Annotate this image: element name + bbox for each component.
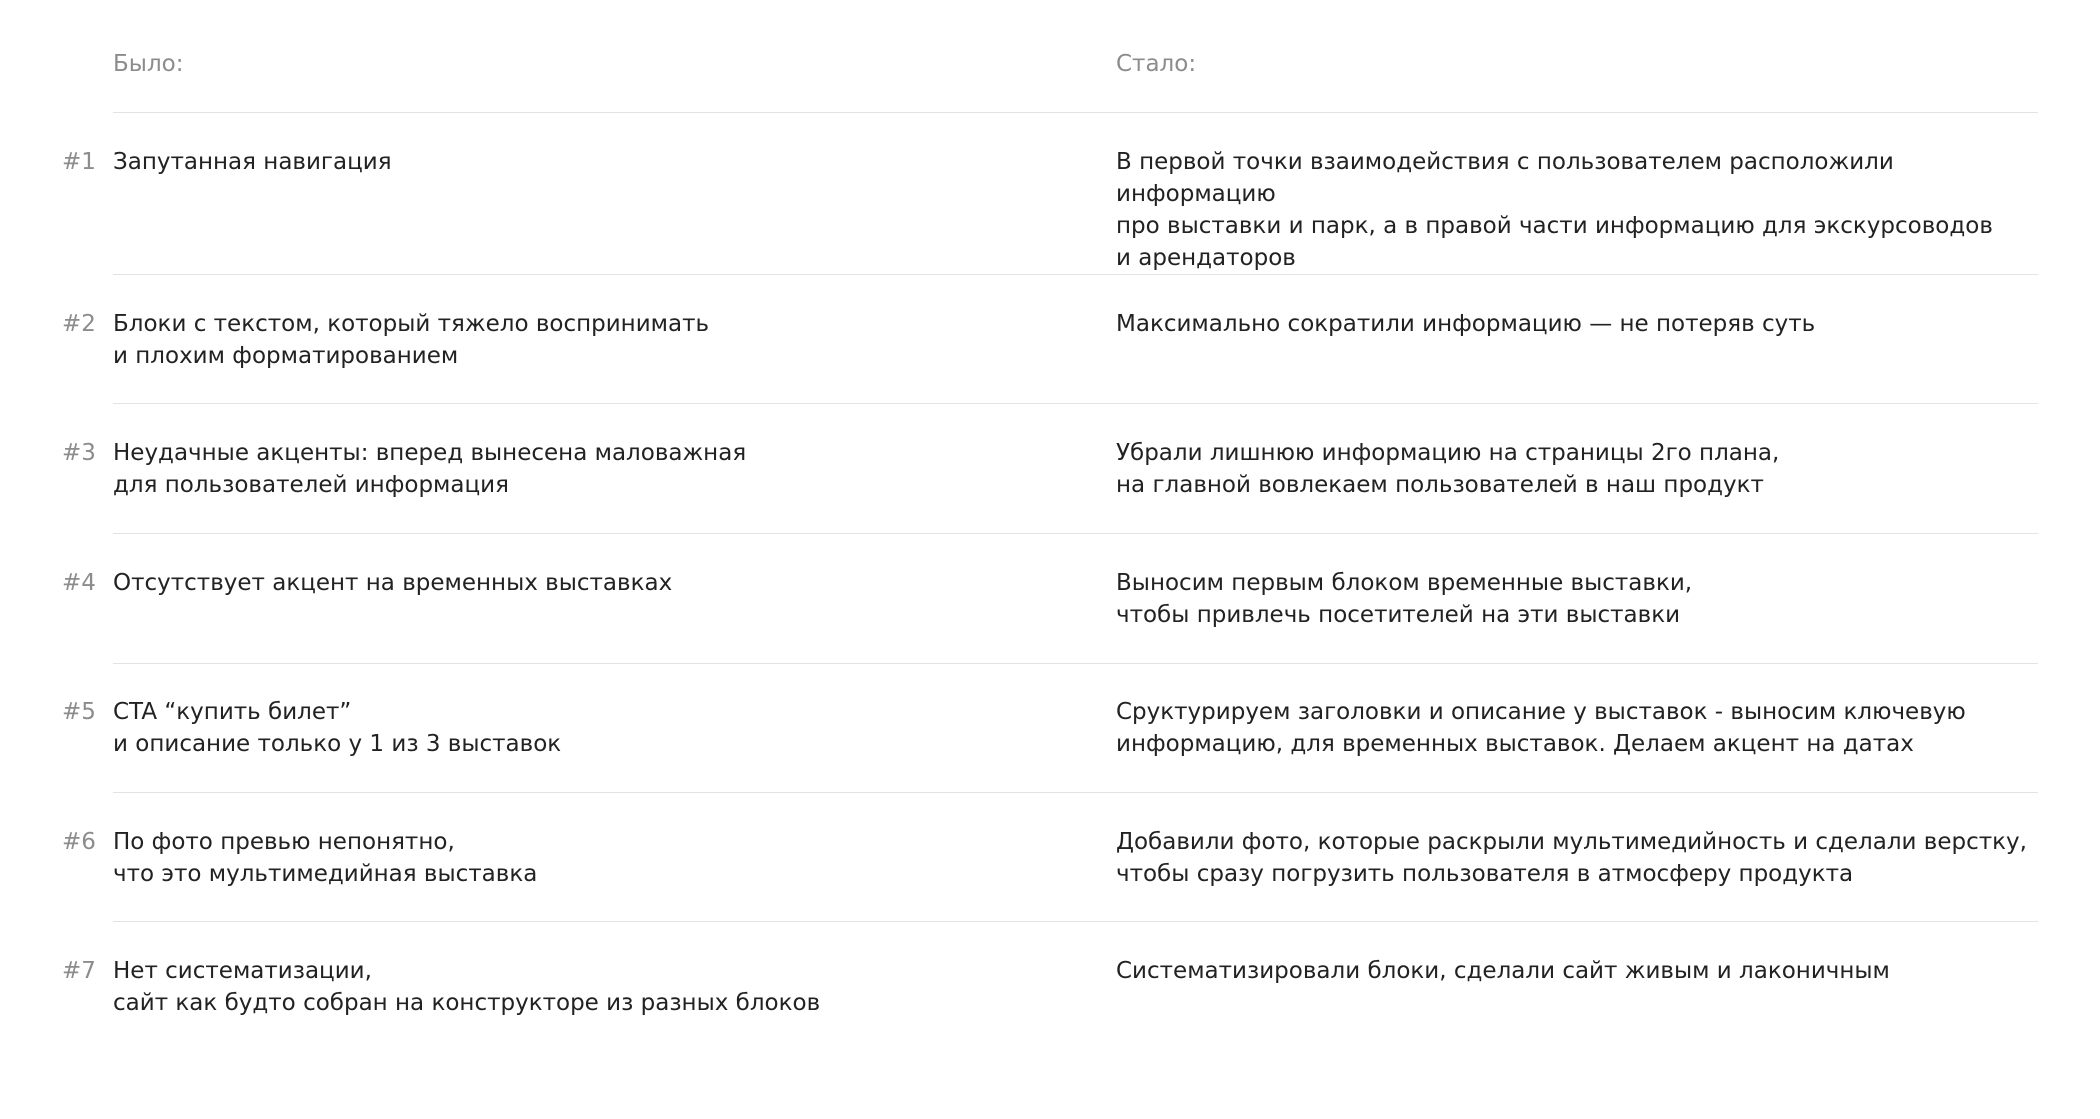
after-text: В первой точки взаимодействия с пользователем расположили информацию про выставки и парк, а в правой части информацию для экскурсоводов и арендаторов: [1116, 149, 1993, 271]
before-text: Неудачные акценты: вперед вынесена маловажная для пользователей информация: [113, 440, 747, 498]
row-number: #5: [62, 699, 96, 725]
after-text: Убрали лишнюю информацию на страницы 2го плана, на главной вовлекаем пользователей в наш продукт: [1116, 440, 1780, 498]
row-divider: [113, 792, 2038, 793]
row-number: #6: [62, 829, 96, 855]
row-number: #2: [62, 311, 96, 337]
before-text: Нет систематизации, сайт как будто собран на конструкторе из разных блоков: [113, 958, 821, 1016]
after-text: Максимально сократили информацию — не потеряв суть: [1116, 311, 1816, 337]
row-divider: [113, 663, 2038, 664]
before-text: Запутанная навигация: [113, 149, 392, 175]
row-number: #1: [62, 149, 96, 175]
row-number: #3: [62, 440, 96, 466]
row-divider: [113, 533, 2038, 534]
column-header-before: Было:: [113, 51, 184, 77]
after-text: Выносим первым блоком временные выставки, чтобы привлечь посетителей на эти выставки: [1116, 570, 1693, 628]
before-text: По фото превью непонятно, что это мультимедийная выставка: [113, 829, 538, 887]
row-number: #4: [62, 570, 96, 596]
after-text: Систематизировали блоки, сделали сайт живым и лаконичным: [1116, 958, 1890, 984]
row-divider: [113, 403, 2038, 404]
row-number: #7: [62, 958, 96, 984]
row-divider: [113, 921, 2038, 922]
after-text: Добавили фото, которые раскрыли мультимедийность и сделали верстку, чтобы сразу погрузить пользователя в атмосферу продукта: [1116, 829, 2027, 887]
before-text: Отсутствует акцент на временных выставках: [113, 570, 673, 596]
row-divider: [113, 274, 2038, 275]
column-header-after: Стало:: [1116, 51, 1197, 77]
before-text: CTA “купить билет” и описание только у 1 из 3 выставок: [113, 699, 562, 757]
after-text: Сруктурируем заголовки и описание у выставок - выносим ключевую информацию, для временных выставок. Делаем акцент на датах: [1116, 699, 1966, 757]
header-divider: [113, 112, 2038, 113]
before-text: Блоки с текстом, который тяжело воспринимать и плохим форматированием: [113, 311, 710, 369]
